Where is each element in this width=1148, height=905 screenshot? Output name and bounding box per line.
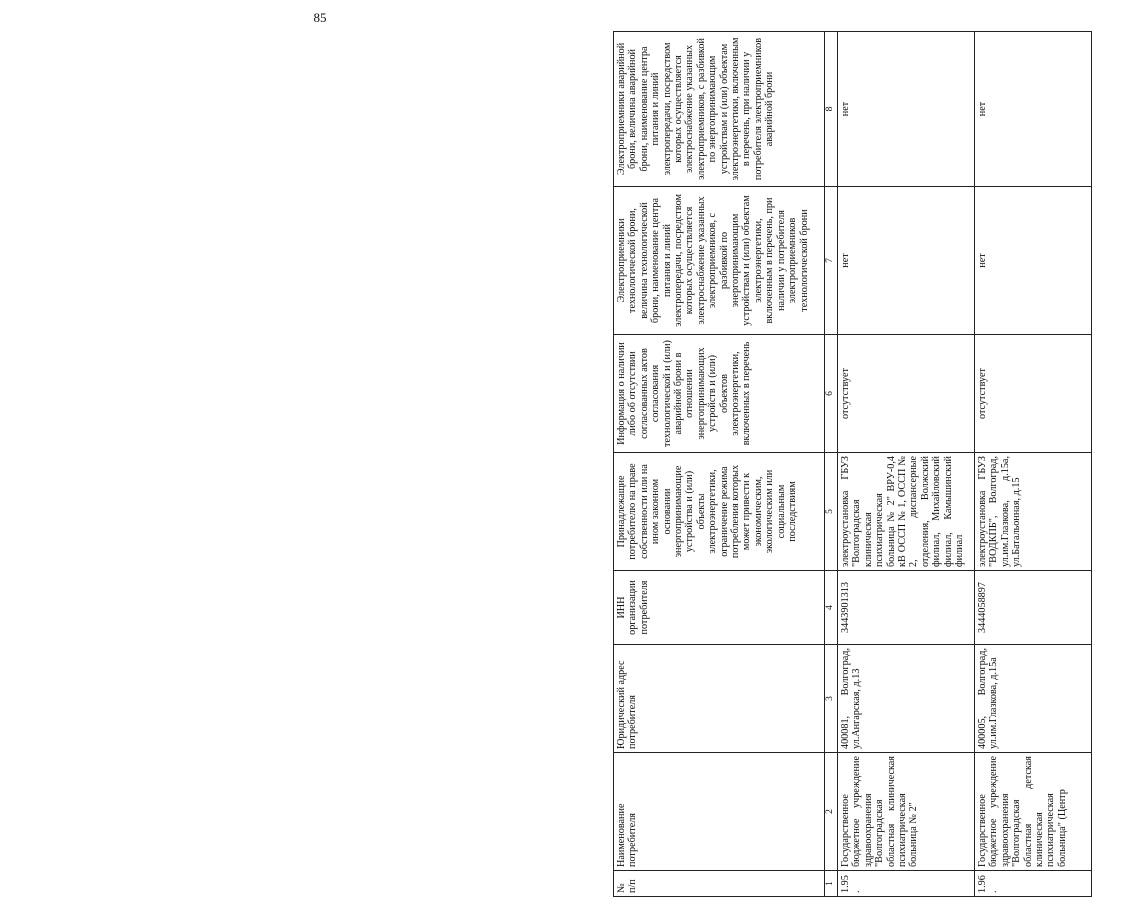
consumer-inn: 3443901313: [838, 571, 975, 645]
column-number: 2: [825, 753, 838, 871]
consumer-address: 400005, Волгоград, ул.им.Глазкова, д.15а: [975, 645, 1092, 753]
consumer-devices: электроустановка ГБУЗ "ВОДКПБ", Волгоград, ул.им.Глазкова, д.15а, ул.Батальонная, д.15: [975, 453, 1092, 571]
column-number-row: [825, 32, 838, 897]
table-row: [838, 32, 975, 897]
header-address: Юридический адрес потребителя: [614, 645, 825, 753]
column-number: 6: [825, 335, 838, 453]
consumer-acts: отсутствует: [838, 335, 975, 453]
consumer-name: Государственное бюджетное учреждение здравоохранения "Волгоградская областная клиническая психиатрическая больница № 2": [838, 753, 975, 871]
column-number: 1: [825, 871, 838, 897]
column-number: 3: [825, 645, 838, 753]
header-inn: ИНН организации потребителя: [614, 571, 825, 645]
page-number: 85: [313, 10, 327, 25]
row-num: 1.95.: [838, 871, 975, 897]
consumer-address: 400081, Волгоград, ул.Ангарская, д.13: [838, 645, 975, 753]
table-row: [975, 32, 1092, 897]
consumer-acts: отсутствует: [975, 335, 1092, 453]
consumer-name: Государственное бюджетное учреждение здравоохранения "Волгоградская областная детская клиническая психиатрическая больница" (Центр: [975, 753, 1092, 871]
header-acts: Информация о наличии либо об отсутствии согласованных актов согласования технологической и (или) аварийной брони в отношении энергопринимающих устройств и (или) объектов электроэнергетики, включенных в перечень: [614, 335, 825, 453]
header-num: № п/п: [614, 871, 825, 897]
consumer-inn: 3444058897: [975, 571, 1092, 645]
header-name: Наименование потребителя: [614, 753, 825, 871]
consumer-tech-reserve: нет: [975, 187, 1092, 335]
header-row: [614, 32, 825, 897]
header-emergency-reserve: Электроприемники аварийной брони, величина аварийной брони, наименование центра питания и линий электропередачи, посредством которых осуществляется электроснабжение указанных электроприемников, с разбивкой по энергопринимающим устройствам и (или) объектам электроэнергетики, включенным в перечень, при наличии у потребителя электроприемников аварийной брони: [614, 32, 825, 187]
column-number: 5: [825, 453, 838, 571]
consumer-tech-reserve: нет: [838, 187, 975, 335]
column-number: 7: [825, 187, 838, 335]
consumer-emergency-reserve: нет: [838, 32, 975, 187]
column-number: 8: [825, 32, 838, 187]
header-tech-reserve: Электроприемники технологической брони, величина технологической брони, наименование центра питания и линий электропередачи, посредством которых осуществляется электроснабжение указанных электроприемников, с разбивкой по энергопринимающим устройствам и (или) объектам электроэнергетики, включенным в перечень, при наличии у потребителя электроприемников технологической брони: [614, 187, 825, 335]
rotated-page: [613, 32, 1148, 897]
consumer-table: [613, 31, 1092, 897]
consumer-emergency-reserve: нет: [975, 32, 1092, 187]
header-devices: Принадлежащие потребителю на праве собственности или на ином законном основании энергопринимающие устройства и (или) объекты электроэнергетики, ограничение режима потребления которых может привести к экономическим, экологическим или социальным последствиям: [614, 453, 825, 571]
column-number: 4: [825, 571, 838, 645]
row-num: 1.96.: [975, 871, 1092, 897]
consumer-devices: электроустановка ГБУЗ "Волгоградская клиническая психиатрическая больница № 2" ВРУ-0,4 кВ ОССП № 1, ОССП № 2, диспансерные отделения, Волжский филиал, Михайловский филиал, Камышинский филиал: [838, 453, 975, 571]
